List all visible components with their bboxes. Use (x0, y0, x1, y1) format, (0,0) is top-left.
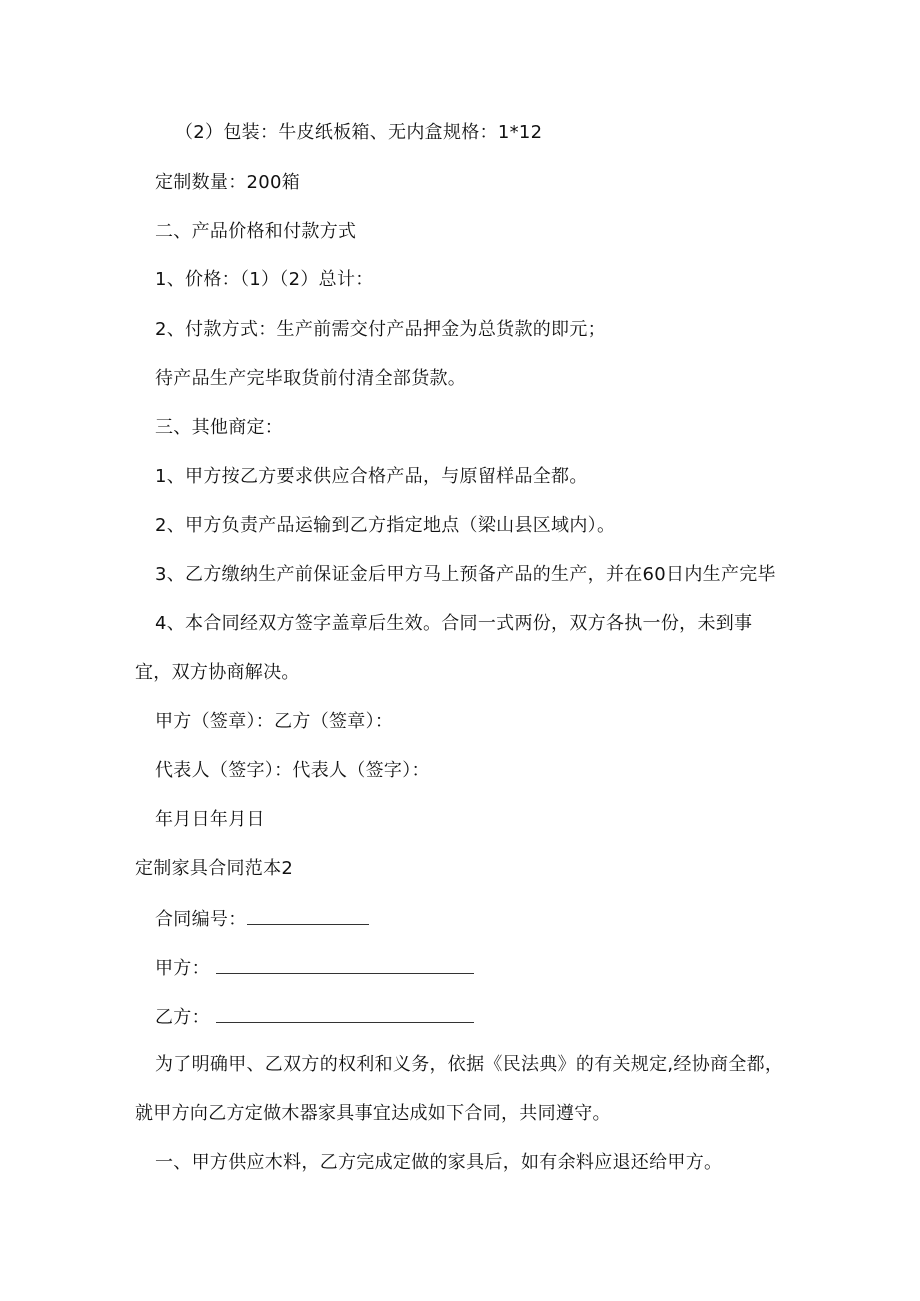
representative-sign-line: 代表人（签字）：代表人（签字）： (155, 760, 430, 781)
payment-continued-line: 待产品生产完毕取货前付清全部货款。 (155, 368, 467, 389)
article-1-line: 一、甲方供应木料，乙方完成定做的家具后，如有余料应退还给甲方。 (155, 1152, 723, 1173)
contract-number-label: 合同编号： (155, 909, 247, 930)
party-a-label: 甲方： (155, 958, 210, 979)
contract-number-blank (247, 906, 369, 925)
contract-number-field (155, 906, 369, 932)
section-heading-price: 二、产品价格和付款方式 (155, 221, 357, 242)
party-a-field (155, 955, 474, 981)
party-a-blank (216, 955, 474, 974)
party-b-field (155, 1004, 474, 1030)
preamble-continued-line: 就甲方向乙方定做木器家具事宜达成如下合同，共同遵守。 (135, 1103, 611, 1124)
party-b-blank (216, 1004, 474, 1023)
contract-template-title: 定制家具合同范本2 (135, 858, 294, 879)
price-line: 1、价格：（1）（2）总计： (155, 269, 374, 290)
packaging-line: （2）包装：牛皮纸板箱、无内盒规格：1*12 (175, 122, 543, 143)
payment-line: 2、付款方式：生产前需交付产品押金为总货款的即元； (155, 319, 606, 340)
clause-4: 4、本合同经双方签字盖章后生效。合同一式两份，双方各执一份，未到事 (155, 613, 753, 634)
clause-3: 3、乙方缴纳生产前保证金后甲方马上预备产品的生产，并在60日内生产完毕 (155, 564, 776, 585)
party-b-label: 乙方： (155, 1007, 210, 1028)
clause-1: 1、甲方按乙方要求供应合格产品，与原留样品全都。 (155, 466, 588, 487)
clause-4-continued: 宜，双方协商解决。 (135, 662, 300, 683)
party-seal-line: 甲方（签章）：乙方（签章）： (155, 711, 394, 732)
section-heading-other: 三、其他商定： (155, 417, 284, 438)
preamble-line: 为了明确甲、乙双方的权利和义务，依据《民法典》的有关规定,经协商全都， (155, 1054, 784, 1075)
clause-2: 2、甲方负责产品运输到乙方指定地点（梁山县区域内）。 (155, 515, 616, 536)
quantity-line: 定制数量：200箱 (155, 172, 301, 193)
date-line: 年月日年月日 (155, 809, 265, 830)
